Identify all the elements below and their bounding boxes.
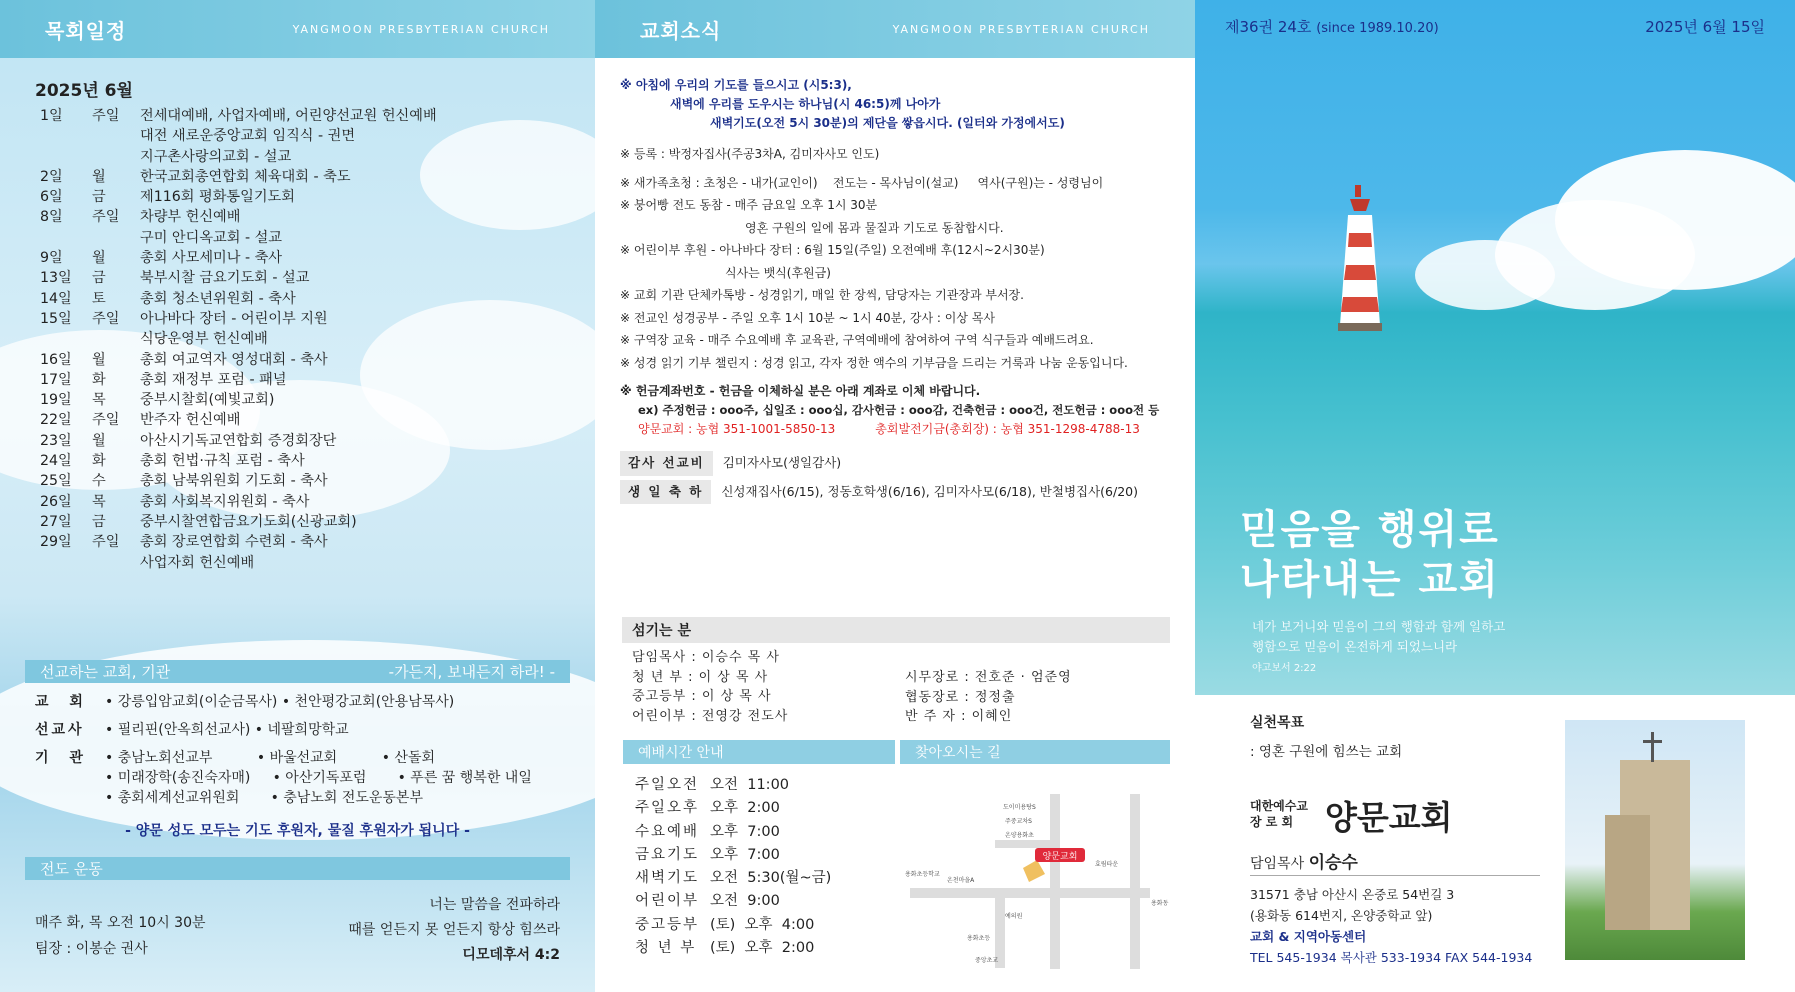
worship-name: 주일오후: [635, 800, 700, 817]
schedule-row: [40, 532, 437, 552]
schedule-event: 총회 청소년위원회 - 축사: [140, 290, 296, 307]
map-title: 찾아오시는 길: [900, 740, 1170, 764]
schedule-header: [0, 0, 595, 58]
schedule-event: 식당운영부 헌신예배: [140, 331, 268, 348]
verse-line-1: 네가 보거니와 믿음이 그의 행함과 함께 일하고: [1252, 619, 1506, 634]
schedule-weekday: [92, 126, 140, 146]
notice-2: ※ 등록 : 박정자집사(주공3차A, 김미자사모 인도): [620, 147, 880, 161]
schedule-day: 9일: [40, 250, 63, 267]
schedule-event: 아나바다 장터 - 어린이부 지원: [140, 310, 328, 327]
schedule-event: 총회 여교역자 영성대회 - 축사: [140, 351, 328, 368]
evang-title: 전도 운동: [40, 860, 103, 878]
schedule-weekday: 주일: [92, 108, 120, 124]
schedule-weekday: 금: [92, 189, 106, 206]
cover-illustration: [1195, 0, 1795, 695]
schedule-day: 29일: [40, 534, 72, 551]
schedule-row: [40, 248, 437, 268]
schedule-row: [40, 451, 437, 471]
schedule-weekday: 화: [92, 371, 106, 388]
mission-org-3: • 총회세계선교위원회 • 충남노회 전도운동본부: [105, 790, 423, 806]
schedule-weekday: 월: [92, 250, 106, 267]
worship-name: 수요예배: [635, 823, 700, 840]
schedule-day: 22일: [40, 412, 72, 429]
schedule-day: 27일: [40, 513, 72, 530]
worship-time: (토) 오후 2:00: [710, 940, 815, 957]
since-date: (since 1989.10.20): [1316, 21, 1439, 36]
schedule-weekday: 금: [92, 513, 106, 530]
worship-time: 오전 11:00: [710, 777, 790, 793]
schedule-event: 중부시찰회(예빛교회): [140, 392, 275, 409]
staff-entry: 시무장로 : 전호준 · 엄준영: [905, 670, 1072, 685]
mission-org-key: 기 관: [35, 750, 91, 766]
map-label-6: 온천마을A: [947, 877, 975, 884]
schedule-weekday: 주일: [92, 310, 120, 327]
evang-time: 매주 화, 목 오전 10시 30분: [35, 915, 206, 931]
worship-time: 오전 9:00: [710, 893, 780, 910]
news-notices: [620, 76, 1180, 504]
schedule-weekday: 월: [92, 351, 106, 368]
map-church-label: 양문교회: [1042, 852, 1078, 862]
news-header-sub: YANGMOON PRESBYTERIAN CHURCH: [892, 22, 1150, 36]
schedule-event: 총회 남북위원회 기도회 - 축사: [140, 473, 328, 490]
schedule-weekday: [92, 329, 140, 349]
staff-title: 섬기는 분: [622, 617, 1170, 643]
church-photo: [1565, 720, 1745, 960]
worship-time-row: [635, 844, 831, 867]
schedule-row: [40, 126, 437, 146]
center-name: 교회 & 지역아동센터: [1250, 929, 1367, 944]
news-header: [595, 0, 1195, 58]
goal-text: : 영혼 구원에 힘쓰는 교회: [1250, 744, 1403, 760]
staff-entry: 담임목사 : 이승수 목 사: [632, 650, 780, 665]
schedule-weekday: 수: [92, 473, 106, 490]
denomination-2: 장 로 회: [1250, 815, 1294, 829]
schedule-weekday: 금: [92, 270, 106, 287]
worship-time: 오후 7:00: [710, 846, 780, 863]
schedule-event: 총회 사회복지위원회 - 축사: [140, 493, 310, 510]
verse-ref: 야고보서 2:22: [1252, 663, 1317, 674]
church-name: 양문교회: [1325, 798, 1453, 837]
account-2: 총회발전기금(총회장) : 농협 351-1298-4788-13: [875, 422, 1140, 436]
schedule-row: [40, 289, 437, 309]
worship-time-row: [635, 914, 831, 937]
schedule-event: 반주자 헌신예배: [140, 412, 241, 429]
mission-list: [35, 692, 532, 808]
slogan-line-2: 나타내는 교회: [1240, 557, 1500, 603]
notice-1: ※ 아침에 우리의 기도를 들으시고 (시5:3),: [620, 78, 852, 92]
schedule-row: [40, 268, 437, 288]
mission-bar: [25, 660, 570, 683]
schedule-row: [40, 106, 437, 126]
schedule-row: [40, 553, 437, 573]
schedule-row: [40, 410, 437, 430]
schedule-event: 아산시기독교연합회 증경회장단: [140, 432, 337, 449]
schedule-row: [40, 228, 437, 248]
evang-verse-1: 너는 말씀을 전파하라: [429, 897, 560, 913]
staff-entry: 반 주 자 : 이혜인: [905, 709, 1013, 724]
schedule-weekday: 주일: [92, 412, 120, 429]
schedule-event: 총회 헌법·규칙 포럼 - 축사: [140, 453, 305, 470]
worship-time: 오후 7:00: [710, 823, 780, 840]
worship-name: 새벽기도: [635, 870, 700, 887]
notice-3: ※ 새가족초청 : 초청은 - 내가(교인이) 전도는 - 목사님이(설교) 역사(구원)는 - 성령님이: [620, 175, 1104, 190]
schedule-month: 2025년 6월: [35, 81, 133, 101]
schedule-day: 17일: [40, 371, 72, 388]
schedule-day: 6일: [40, 189, 63, 206]
schedule-event: 중부시찰연합금요기도회(신광교회): [140, 513, 357, 530]
schedule-weekday: [92, 553, 140, 573]
mission-org-1: • 충남노회선교부 • 바울선교회 • 산돌회: [105, 750, 435, 766]
goal-title: 실천목표: [1250, 715, 1305, 731]
address-2: (용화동 614번지, 온양중학교 앞): [1250, 908, 1433, 923]
schedule-row: [40, 309, 437, 329]
schedule-event: 총회 장로연합회 수련회 - 축사: [140, 534, 328, 551]
bday-value: 신성재집사(6/15), 정동호학생(6/16), 김미자사모(6/18), 반철병집사(6/20): [721, 483, 1138, 499]
issue-date: 2025년 6월 15일: [1645, 18, 1765, 36]
schedule-weekday: 토: [92, 290, 106, 307]
map-label-8: 용화초등: [967, 935, 991, 942]
schedule-day: [40, 228, 92, 248]
schedule-day: 16일: [40, 351, 72, 368]
schedule-event: 사업자회 헌신예배: [140, 554, 255, 571]
map-label-10: 용화동: [1151, 900, 1169, 907]
schedule-row: [40, 167, 437, 187]
notice-4b: 영혼 구원의 일에 몸과 물질과 기도로 동참합시다.: [745, 220, 1004, 235]
times-title: 예배시간 안내: [623, 740, 895, 764]
staff-entry: 협동장로 : 정정출: [905, 689, 1016, 705]
schedule-day: [40, 147, 92, 167]
schedule-weekday: 월: [92, 432, 106, 449]
schedule-row: [40, 370, 437, 390]
church-map: [905, 780, 1175, 980]
schedule-row: [40, 492, 437, 512]
staff-entry: 중고등부 : 이 상 목 사: [632, 689, 772, 704]
schedule-row: [40, 207, 437, 227]
schedule-row: [40, 390, 437, 410]
worship-time: 오후 2:00: [710, 800, 780, 817]
volume-number: 제36권 24호: [1225, 18, 1312, 36]
fax: FAX 544-1934: [1445, 950, 1533, 965]
schedule-day: 8일: [40, 209, 63, 226]
worship-name: 어린이부: [635, 893, 700, 910]
mission-missionary: • 필리핀(안옥희선교사) • 네팔희망학교: [105, 722, 349, 738]
pastor-key: 담임목사: [1250, 856, 1305, 872]
schedule-event: 총회 사모세미나 - 축사: [140, 250, 282, 267]
mission-missionary-key: 선교사: [35, 722, 85, 738]
schedule-day: [40, 329, 92, 349]
mission-footer: - 양문 성도 모두는 기도 후원자, 물질 후원자가 됩니다 -: [125, 823, 470, 839]
verse-line-2: 행함으로 믿음이 온전하게 되었느니라: [1252, 639, 1458, 654]
map-label-1: 도이미용탕S: [1003, 804, 1036, 811]
notice-1c: 새벽기도(오전 5시 30분)의 제단을 쌓읍시다. (일터와 가정에서도): [710, 116, 1065, 130]
pastor-name: 이승수: [1308, 853, 1358, 873]
schedule-day: 13일: [40, 270, 72, 287]
schedule-weekday: [92, 228, 140, 248]
schedule-row: [40, 329, 437, 349]
schedule-list: [40, 106, 437, 573]
worship-name: 금요기도: [635, 846, 700, 863]
notice-8: ※ 구역장 교육 - 매주 수요예배 후 교육관, 구역예배에 참여하여 구역 식구들과 예배드려요.: [620, 333, 1094, 347]
schedule-row: [40, 350, 437, 370]
worship-time-row: [635, 867, 831, 890]
schedule-day: 15일: [40, 310, 72, 327]
worship-name: 중고등부: [635, 916, 700, 933]
schedule-event: 전세대예배, 사업자예배, 어린양선교원 헌신예배: [140, 108, 437, 124]
schedule-row: [40, 147, 437, 167]
schedule-day: 19일: [40, 392, 72, 409]
schedule-row: [40, 512, 437, 532]
worship-time-row: [635, 797, 831, 820]
map-label-4: 효림타운: [1095, 861, 1119, 868]
worship-time: 오전 5:30(월~금): [710, 870, 832, 887]
mission-title: 선교하는 교회, 기관: [40, 663, 171, 681]
cover-panel: [1195, 0, 1795, 992]
schedule-weekday: 주일: [92, 534, 120, 551]
schedule-event: 한국교회총연합회 체육대회 - 축도: [140, 168, 351, 185]
slogan-line-1: 믿음을 행위로: [1240, 507, 1500, 553]
schedule-weekday: 주일: [92, 209, 120, 226]
worship-time-row: [635, 890, 831, 913]
lighthouse-icon: [1330, 185, 1390, 335]
worship-time-row: [635, 937, 831, 960]
mission-church: • 강릉입암교회(이순금목사) • 천안평강교회(안용남목사): [105, 694, 455, 710]
schedule-event: 구미 안디옥교회 - 설교: [140, 229, 282, 246]
staff-entry: 청 년 부 : 이 상 목 사: [632, 669, 769, 685]
mission-slogan: -가든지, 보내든지 하라! -: [388, 663, 555, 681]
mission-church-key: 교 회: [35, 694, 91, 710]
worship-time: (토) 오후 4:00: [710, 916, 815, 933]
address-1: 31571 충남 아산시 온중로 54번길 3: [1250, 887, 1455, 902]
mission-org-2: • 미래장학(송진숙자매) • 아산기독포럼 • 푸른 꿈 행복한 내일: [105, 770, 532, 786]
schedule-event: 지구촌사랑의교회 - 설교: [140, 148, 292, 165]
notice-9: ※ 성경 읽기 기부 챌린지 : 성경 읽고, 각자 정한 액수의 기부금을 드리는 거룩과 나눔 운동입니다.: [620, 355, 1128, 370]
schedule-day: [40, 126, 92, 146]
worship-name: 청 년 부: [635, 940, 697, 957]
schedule-row: [40, 471, 437, 491]
schedule-day: 14일: [40, 290, 72, 307]
thanks-value: 김미자사모(생일감사): [722, 455, 842, 470]
schedule-weekday: [92, 147, 140, 167]
schedule-day: 2일: [40, 168, 63, 185]
denomination-1: 대한예수교: [1250, 799, 1308, 813]
staff-entry: 어린이부 : 전영강 전도사: [632, 708, 789, 724]
schedule-day: [40, 553, 92, 573]
map-label-5: 용화초등학교: [905, 871, 940, 878]
schedule-event: 차량부 헌신예배: [140, 209, 241, 226]
schedule-event: 총회 재정부 포럼 - 패널: [140, 371, 287, 388]
evang-bar: [25, 857, 570, 880]
schedule-row: [40, 187, 437, 207]
schedule-header-title: 목회일정: [45, 18, 127, 43]
schedule-event: 북부시찰 금요기도회 - 설교: [140, 270, 310, 287]
notice-10b: ex) 주정헌금 : ooo주, 십일조 : ooo십, 감사헌금 : ooo감, 건축헌금 : ooo건, 전도헌금 : ooo전 등: [638, 403, 1160, 417]
map-label-7: 예의원: [1005, 913, 1023, 920]
tel: TEL 545-1934: [1250, 950, 1337, 965]
notice-6: ※ 교회 기관 단체카톡방 - 성경읽기, 매일 한 장씩, 담당자는 기관장과 부서장.: [620, 288, 1024, 302]
news-header-title: 교회소식: [640, 18, 722, 43]
worship-name: 주일오전: [635, 777, 700, 793]
staff-right: [905, 668, 1072, 727]
notice-5b: 식사는 뱃식(후원금): [725, 265, 831, 280]
schedule-day: 25일: [40, 473, 72, 490]
evang-leader: 팀장 : 이봉순 권사: [35, 941, 148, 957]
schedule-event: 대전 새로운중앙교회 임직식 - 권면: [140, 128, 356, 145]
worship-times: [635, 774, 831, 960]
map-label-2: 주중교차S: [1005, 818, 1032, 825]
tel-parsonage: 목사관 533-1934: [1340, 950, 1442, 965]
schedule-weekday: 목: [92, 392, 106, 409]
schedule-row: [40, 431, 437, 451]
schedule-day: 1일: [40, 108, 63, 124]
evang-verse-ref: 디모데후서 4:2: [462, 947, 560, 963]
bday-key: 생 일 축 하: [620, 480, 711, 505]
schedule-weekday: 목: [92, 493, 106, 510]
schedule-weekday: 화: [92, 453, 106, 470]
notice-10: ※ 헌금계좌번호 - 헌금을 이체하실 분은 아래 계좌로 이체 바랍니다.: [620, 384, 981, 398]
schedule-day: 24일: [40, 453, 72, 470]
staff-left: [632, 648, 788, 726]
evang-verse-2: 때를 얻든지 못 얻든지 항상 힘쓰라: [348, 922, 560, 938]
notice-7: ※ 전교인 성경공부 - 주일 오후 1시 10분 ~ 1시 40분, 강사 : 이상 목사: [620, 310, 995, 325]
map-label-9: 중앙초교: [975, 957, 999, 964]
account-1: 양문교회 : 농협 351-1001-5850-13: [638, 422, 836, 436]
schedule-day: 26일: [40, 493, 72, 510]
notice-5: ※ 어린이부 후원 - 아나바다 장터 : 6월 15일(주일) 오전예배 후(12시~2시30분): [620, 243, 1045, 257]
notice-4: ※ 붕어빵 전도 동참 - 매주 금요일 오후 1시 30분: [620, 198, 878, 212]
schedule-day: 23일: [40, 432, 72, 449]
schedule-weekday: 월: [92, 168, 106, 185]
schedule-event: 제116회 평화통일기도회: [140, 189, 295, 206]
map-label-3: 온양용화초: [1005, 832, 1034, 839]
worship-time-row: [635, 774, 831, 797]
schedule-header-sub: YANGMOON PRESBYTERIAN CHURCH: [292, 22, 550, 36]
notice-1b: 새벽에 우리를 도우시는 하나님(시 46:5)께 나아가: [670, 97, 941, 111]
schedule-panel: [0, 0, 595, 992]
worship-time-row: [635, 821, 831, 844]
thanks-key: 감사 선교비: [620, 451, 713, 476]
